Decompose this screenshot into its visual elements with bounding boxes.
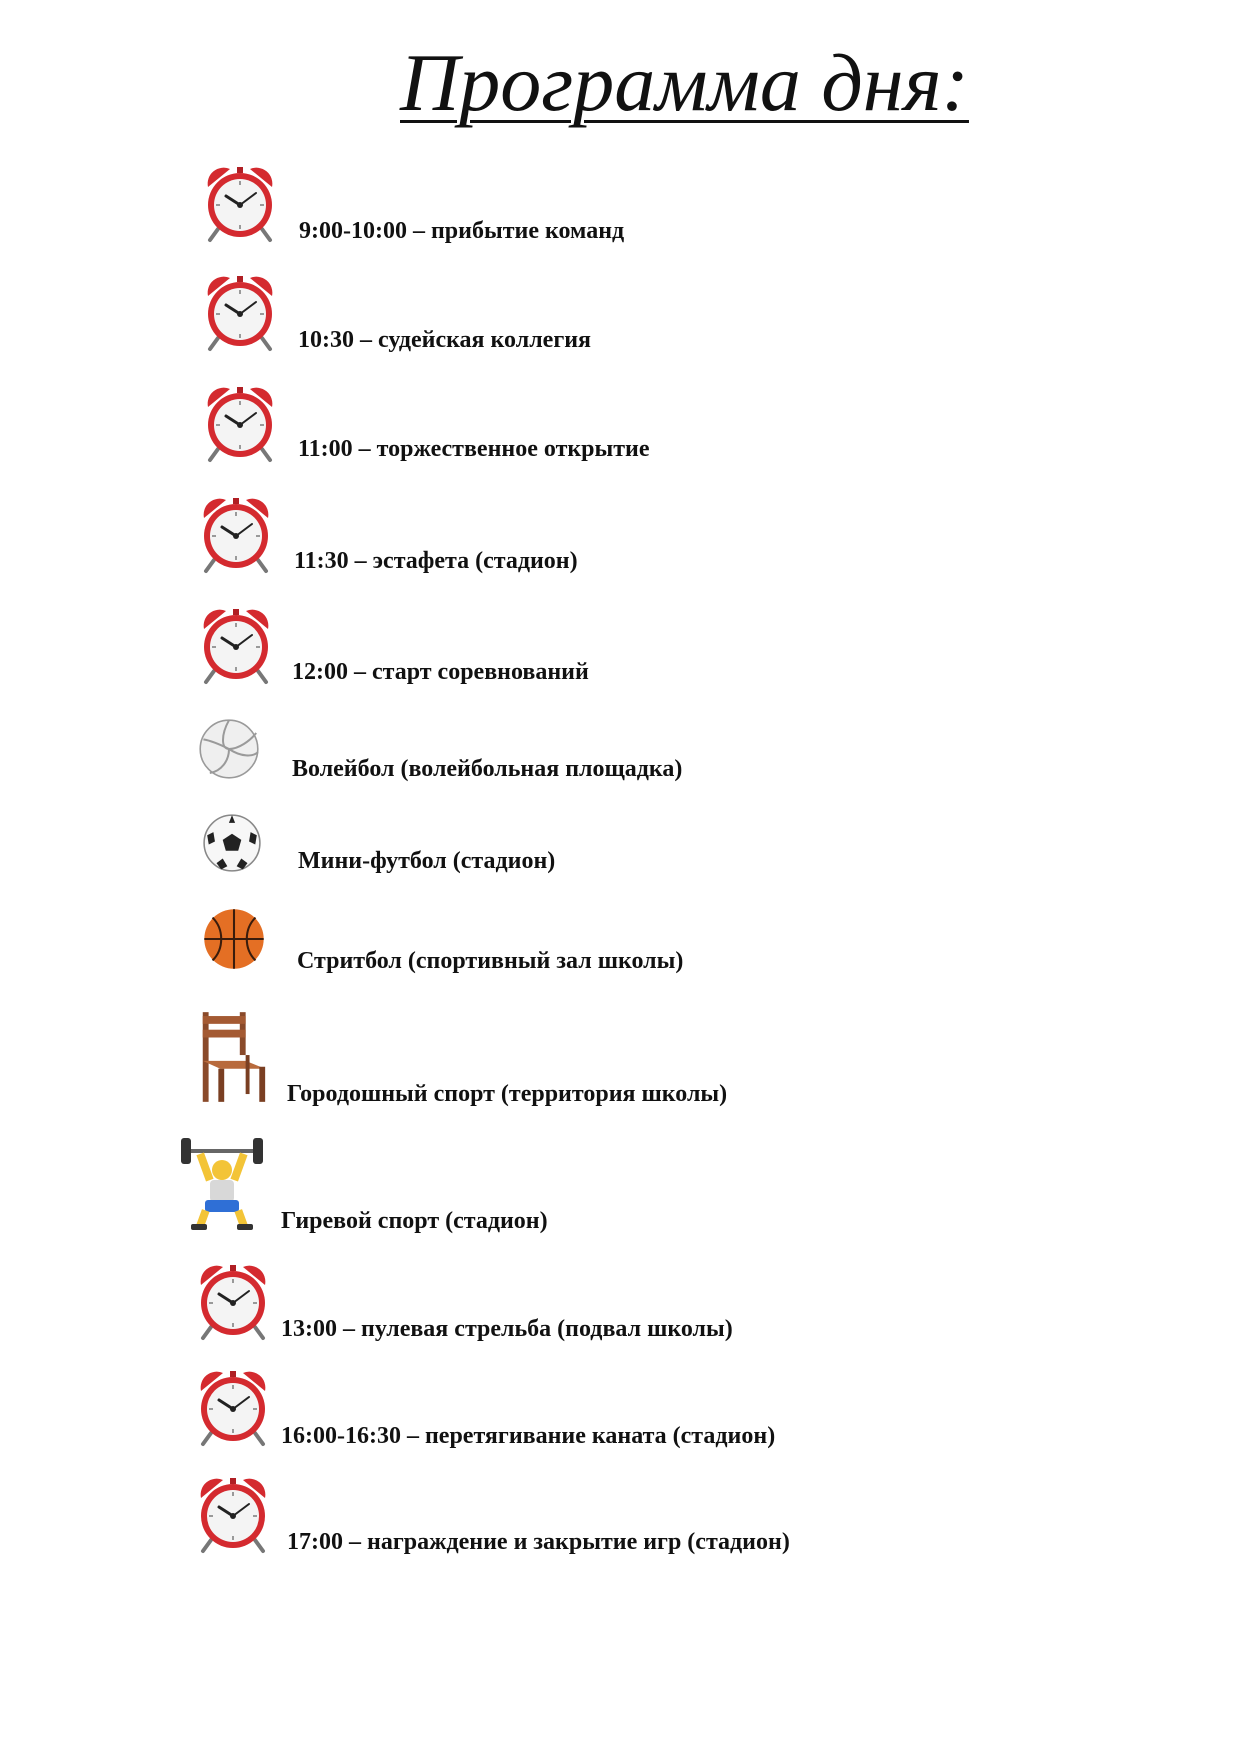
alarm-clock-icon bbox=[200, 163, 280, 243]
schedule-item-text: 9:00-10:00 – прибытие команд bbox=[299, 218, 625, 244]
schedule-item-text: 17:00 – награждение и закрытие игр (стадион) bbox=[287, 1529, 790, 1555]
schedule-item-text: 11:00 – торжественное открытие bbox=[298, 436, 650, 462]
alarm-clock-icon bbox=[193, 1367, 273, 1447]
alarm-clock-icon bbox=[196, 494, 276, 574]
schedule-item-text: 13:00 – пулевая стрельба (подвал школы) bbox=[281, 1316, 733, 1342]
soccer-ball-icon bbox=[201, 812, 263, 874]
schedule-item-text: Гиревой спорт (стадион) bbox=[281, 1208, 548, 1234]
schedule-item-text: 10:30 – судейская коллегия bbox=[298, 327, 592, 353]
alarm-clock-icon bbox=[200, 272, 280, 352]
schedule-item-text: 12:00 – старт соревнований bbox=[292, 659, 589, 685]
schedule-item-text: 11:30 – эстафета (стадион) bbox=[294, 548, 578, 574]
chair-icon bbox=[193, 1005, 271, 1109]
schedule-item-text: Мини-футбол (стадион) bbox=[298, 848, 556, 874]
alarm-clock-icon bbox=[196, 605, 276, 685]
schedule-item-text: 16:00-16:30 – перетягивание каната (стадион) bbox=[281, 1423, 776, 1449]
schedule-item-text: Стритбол (спортивный зал школы) bbox=[297, 948, 684, 974]
volleyball-icon bbox=[197, 717, 261, 781]
alarm-clock-icon bbox=[193, 1261, 273, 1341]
schedule-item-text: Волейбол (волейбольная площадка) bbox=[292, 756, 683, 782]
alarm-clock-icon bbox=[193, 1474, 273, 1554]
weightlifter-icon bbox=[176, 1134, 268, 1234]
page-title: Программа дня: bbox=[400, 37, 969, 128]
basketball-icon bbox=[201, 906, 267, 972]
schedule-item-text: Городошный спорт (территория школы) bbox=[287, 1081, 728, 1107]
alarm-clock-icon bbox=[200, 383, 280, 463]
